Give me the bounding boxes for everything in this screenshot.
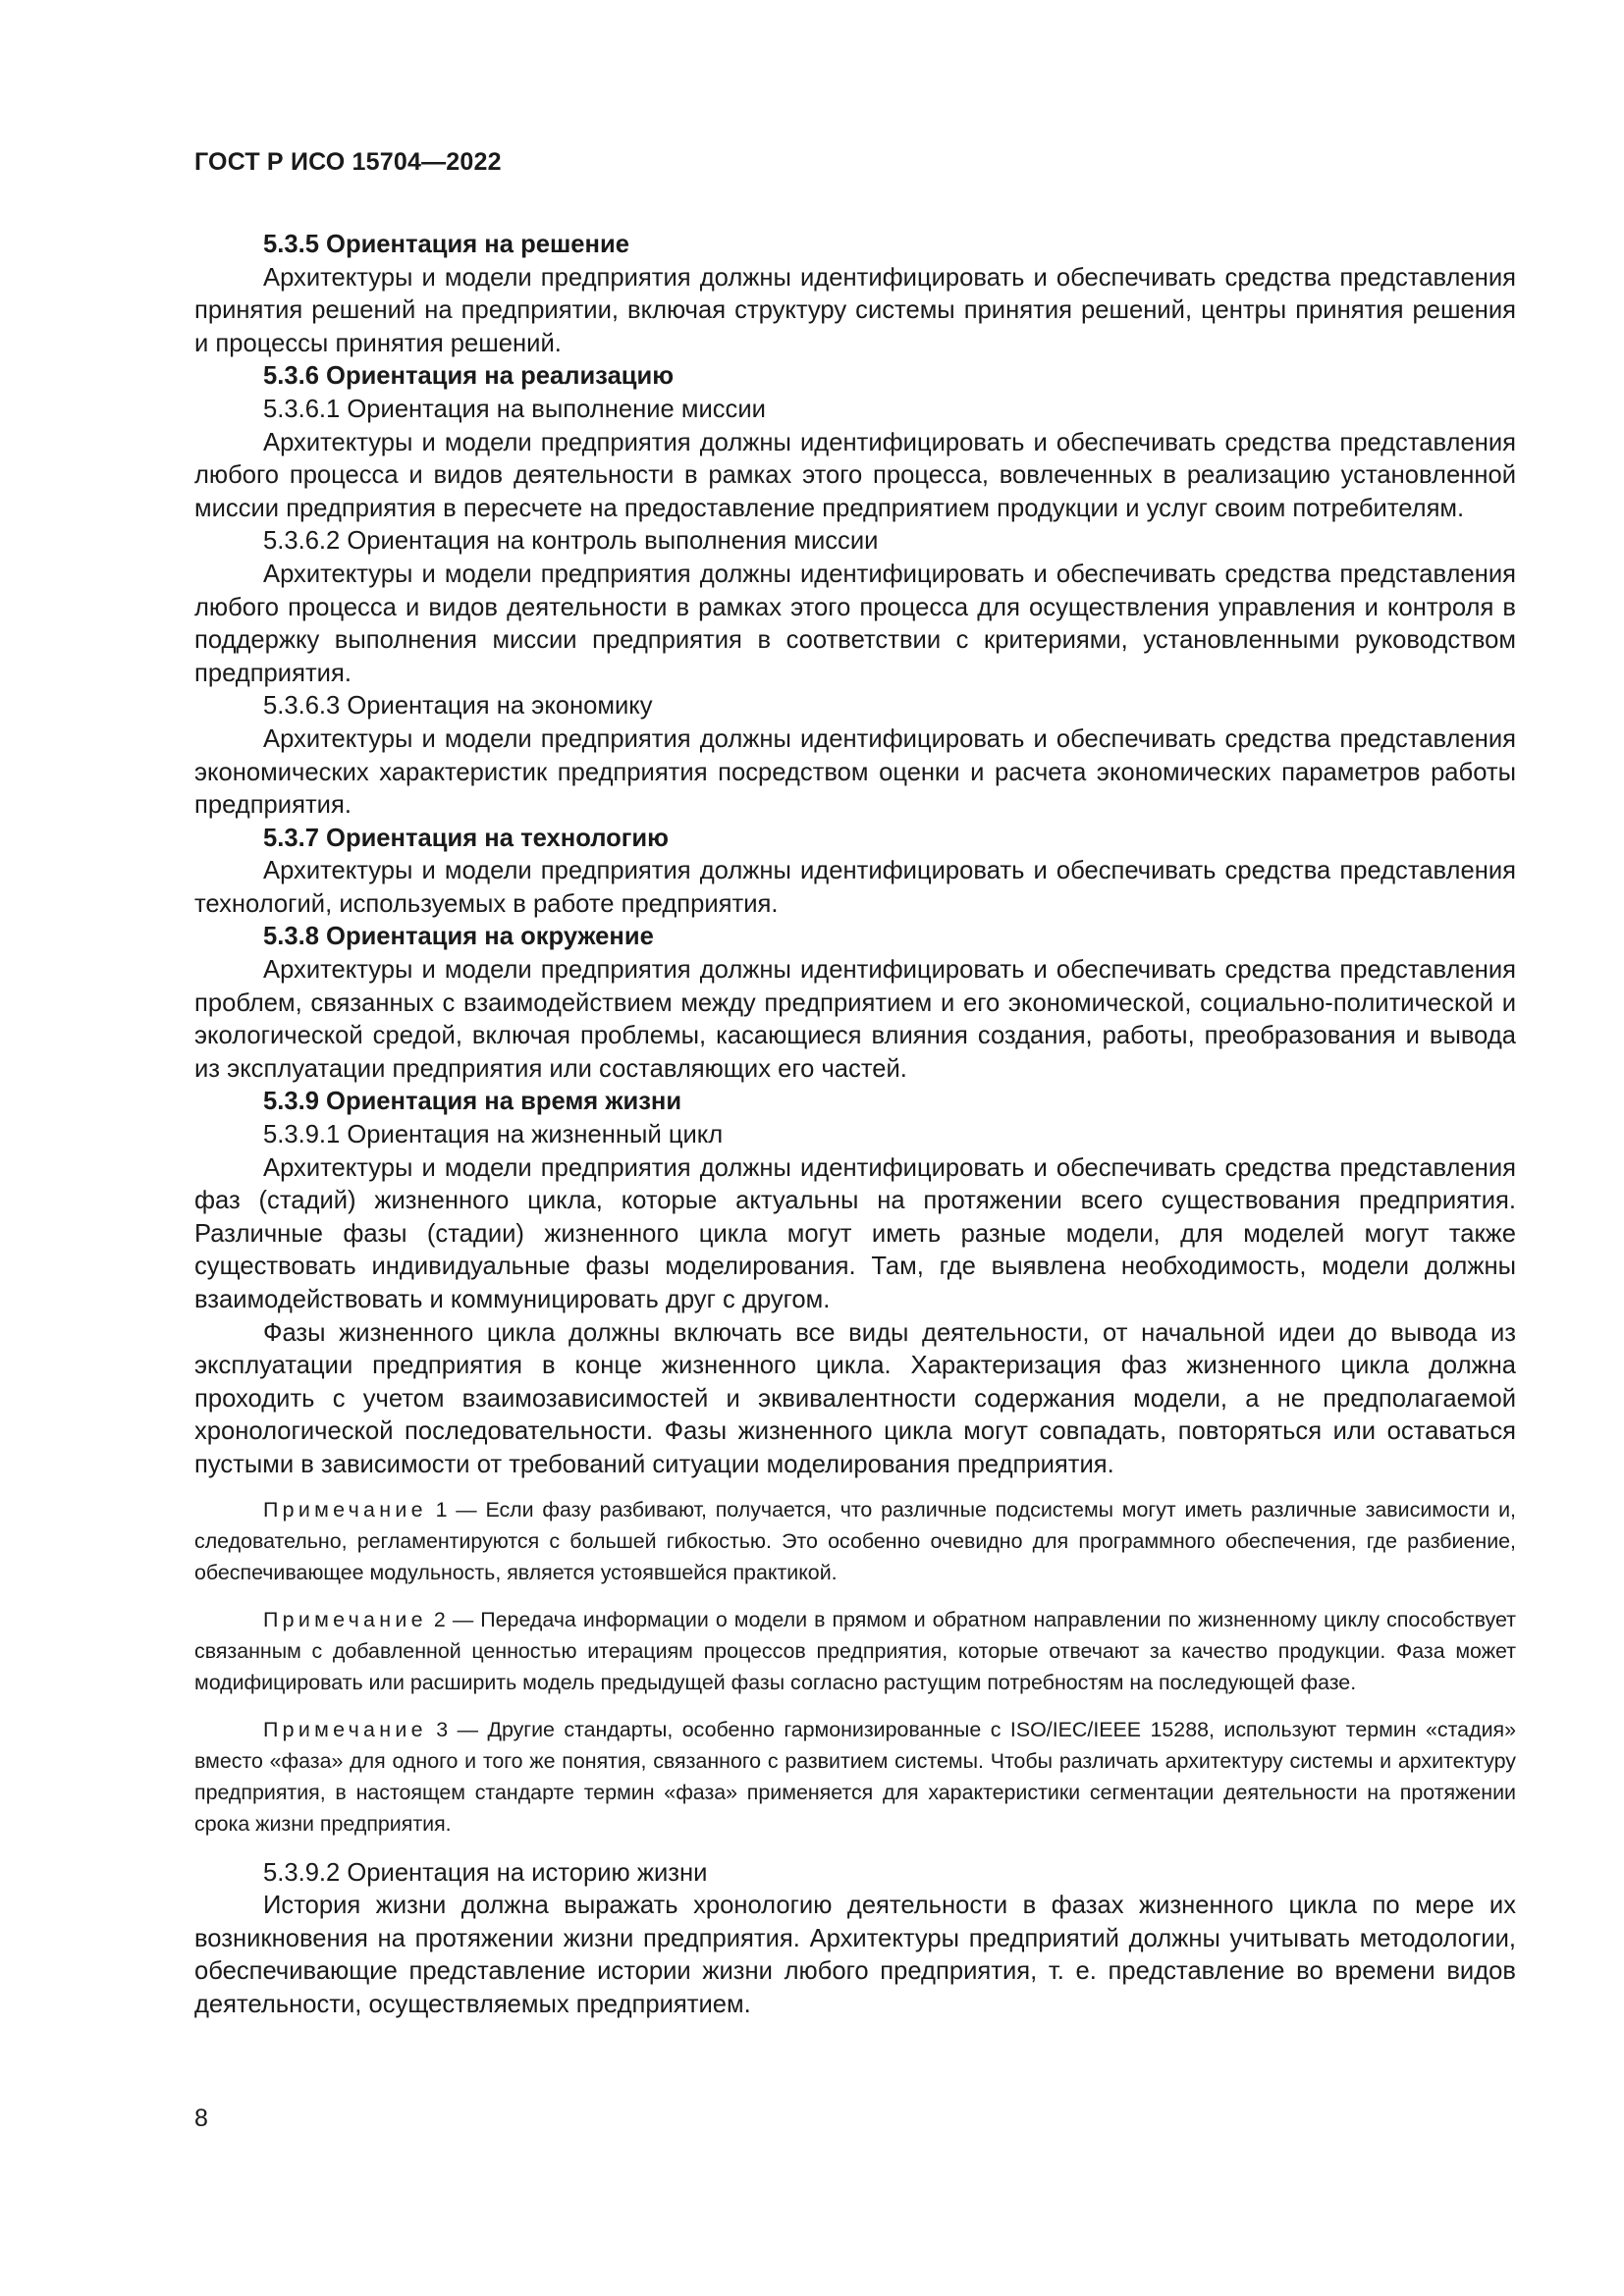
subsection-heading-5-3-6-2: 5.3.6.2 Ориентация на контроль выполнения миссии xyxy=(263,527,879,556)
section-heading-5-3-5: 5.3.5 Ориентация на решение xyxy=(263,231,629,258)
paragraph: Архитектуры и модели предприятия должны идентифицировать и обеспечивать средства представления экономических характеристик предприятия посредством оценки и расчета экономических параметров работы предприятия. xyxy=(194,724,1516,820)
note-text: 3 — Другие стандарты, особенно гармонизированные с ISO/IEC/IEEE 15288, используют термин «стадия» вместо «фаза» для одного и того же понятия, связанного с развитием системы. Чтобы различать архитектуру системы и архитектуру предприятия, в настоящем стандарте термин «фаза» применяется для характеристики сегментации деятельности на протяжении срока жизни предприятия. xyxy=(194,1717,1516,1836)
note-1 xyxy=(194,1494,1516,1588)
section-heading-5-3-9: 5.3.9 Ориентация на время жизни xyxy=(263,1088,682,1116)
paragraph: Архитектуры и модели предприятия должны идентифицировать и обеспечивать средства представления фаз (стадий) жизненного цикла, которые актуальны на протяжении всего существования предприятия. Различные фазы (стадии) жизненного цикла могут иметь разные модели, для моделей могут также существовать индивидуальные фазы моделирования. Там, где выявлена необходимость, модели должны взаимодействовать и коммуницировать друг с другом. xyxy=(194,1153,1516,1313)
subsection-heading-5-3-9-1: 5.3.9.1 Ориентация на жизненный цикл xyxy=(263,1121,724,1149)
note-label: Примечание xyxy=(263,1497,427,1522)
note-label: Примечание xyxy=(263,1717,427,1741)
note-3 xyxy=(194,1714,1516,1840)
paragraph: Архитектуры и модели предприятия должны идентифицировать и обеспечивать средства представления технологий, используемых в работе предприятия. xyxy=(194,857,1516,918)
paragraph: Архитектуры и модели предприятия должны идентифицировать и обеспечивать средства представления проблем, связанных с взаимодействием между предприятием и его экономической, социально-политической и экологической средой, включая проблемы, касающиеся влияния создания, работы, преобразования и вывода из эксплуатации предприятия или составляющих его частей. xyxy=(194,956,1516,1083)
section-heading-5-3-7: 5.3.7 Ориентация на технологию xyxy=(263,824,670,852)
section-heading-5-3-8: 5.3.8 Ориентация на окружение xyxy=(263,923,654,951)
note-text: 1 — Если фазу разбивают, получается, что различные подсистемы могут иметь различные зависимости и, следовательно, регламентируются с большей гибкостью. Это особенно очевидно для программного обеспечения, где разбиение, обеспечивающее модульность, является устоявшейся практикой. xyxy=(194,1497,1516,1584)
subsection-heading-5-3-6-1: 5.3.6.1 Ориентация на выполнение миссии xyxy=(263,395,766,423)
note-2 xyxy=(194,1604,1516,1698)
subsection-heading-5-3-9-2: 5.3.9.2 Ориентация на историю жизни xyxy=(263,1858,708,1887)
paragraph: Архитектуры и модели предприятия должны идентифицировать и обеспечивать средства представления любого процесса и видов деятельности в рамках этого процесса для осуществления управления и контроля в поддержку выполнения миссии предприятия в соответствии с критериями, установленными руководством предприятия. xyxy=(194,560,1516,687)
paragraph: История жизни должна выражать хронологию деятельности в фазах жизненного цикла по мере их возникновения на протяжении жизни предприятия. Архитектуры предприятий должны учитывать методологии, обеспечивающие представление истории жизни любого предприятия, т. е. представление во времени видов деятельности, осуществляемых предприятием. xyxy=(194,1892,1516,2018)
section-heading-5-3-6: 5.3.6 Ориентация на реализацию xyxy=(263,362,675,391)
document-body xyxy=(194,229,1516,2022)
note-text: 2 — Передача информации о модели в прямом и обратном направлении по жизненному циклу способствует связанным с добавленной ценностью итерациям процессов предприятия, которые отвечают за качество продукции. Фаза может модифицировать или расширить модель предыдущей фазы согласно растущим потребностям на последующей фазе. xyxy=(194,1607,1516,1694)
paragraph: Архитектуры и модели предприятия должны идентифицировать и обеспечивать средства представления принятия решений на предприятии, включая структуру системы принятия решений, центры принятия решения и процессы принятия решений. xyxy=(194,263,1516,357)
paragraph: Архитектуры и модели предприятия должны идентифицировать и обеспечивать средства представления любого процесса и видов деятельности в рамках этого процесса, вовлеченных в реализацию установленной миссии предприятия в пересчете на предоставление предприятием продукции и услуг своим потребителям. xyxy=(194,428,1516,522)
subsection-heading-5-3-6-3: 5.3.6.3 Ориентация на экономику xyxy=(263,692,653,721)
note-label: Примечание xyxy=(263,1607,427,1631)
paragraph: Фазы жизненного цикла должны включать все виды деятельности, от начальной идеи до вывода из эксплуатации предприятия в конце жизненного цикла. Характеризация фаз жизненного цикла должна проходить с учетом взаимозависимостей и эквивалентности содержания модели, а не предполагаемой хронологической последовательности. Фазы жизненного цикла могут совпадать, повторяться или оставаться пустыми в зависимости от требований ситуации моделирования предприятия. xyxy=(194,1318,1516,1478)
standard-header: ГОСТ Р ИСО 15704—2022 xyxy=(194,148,502,176)
page-number: 8 xyxy=(194,2105,208,2132)
